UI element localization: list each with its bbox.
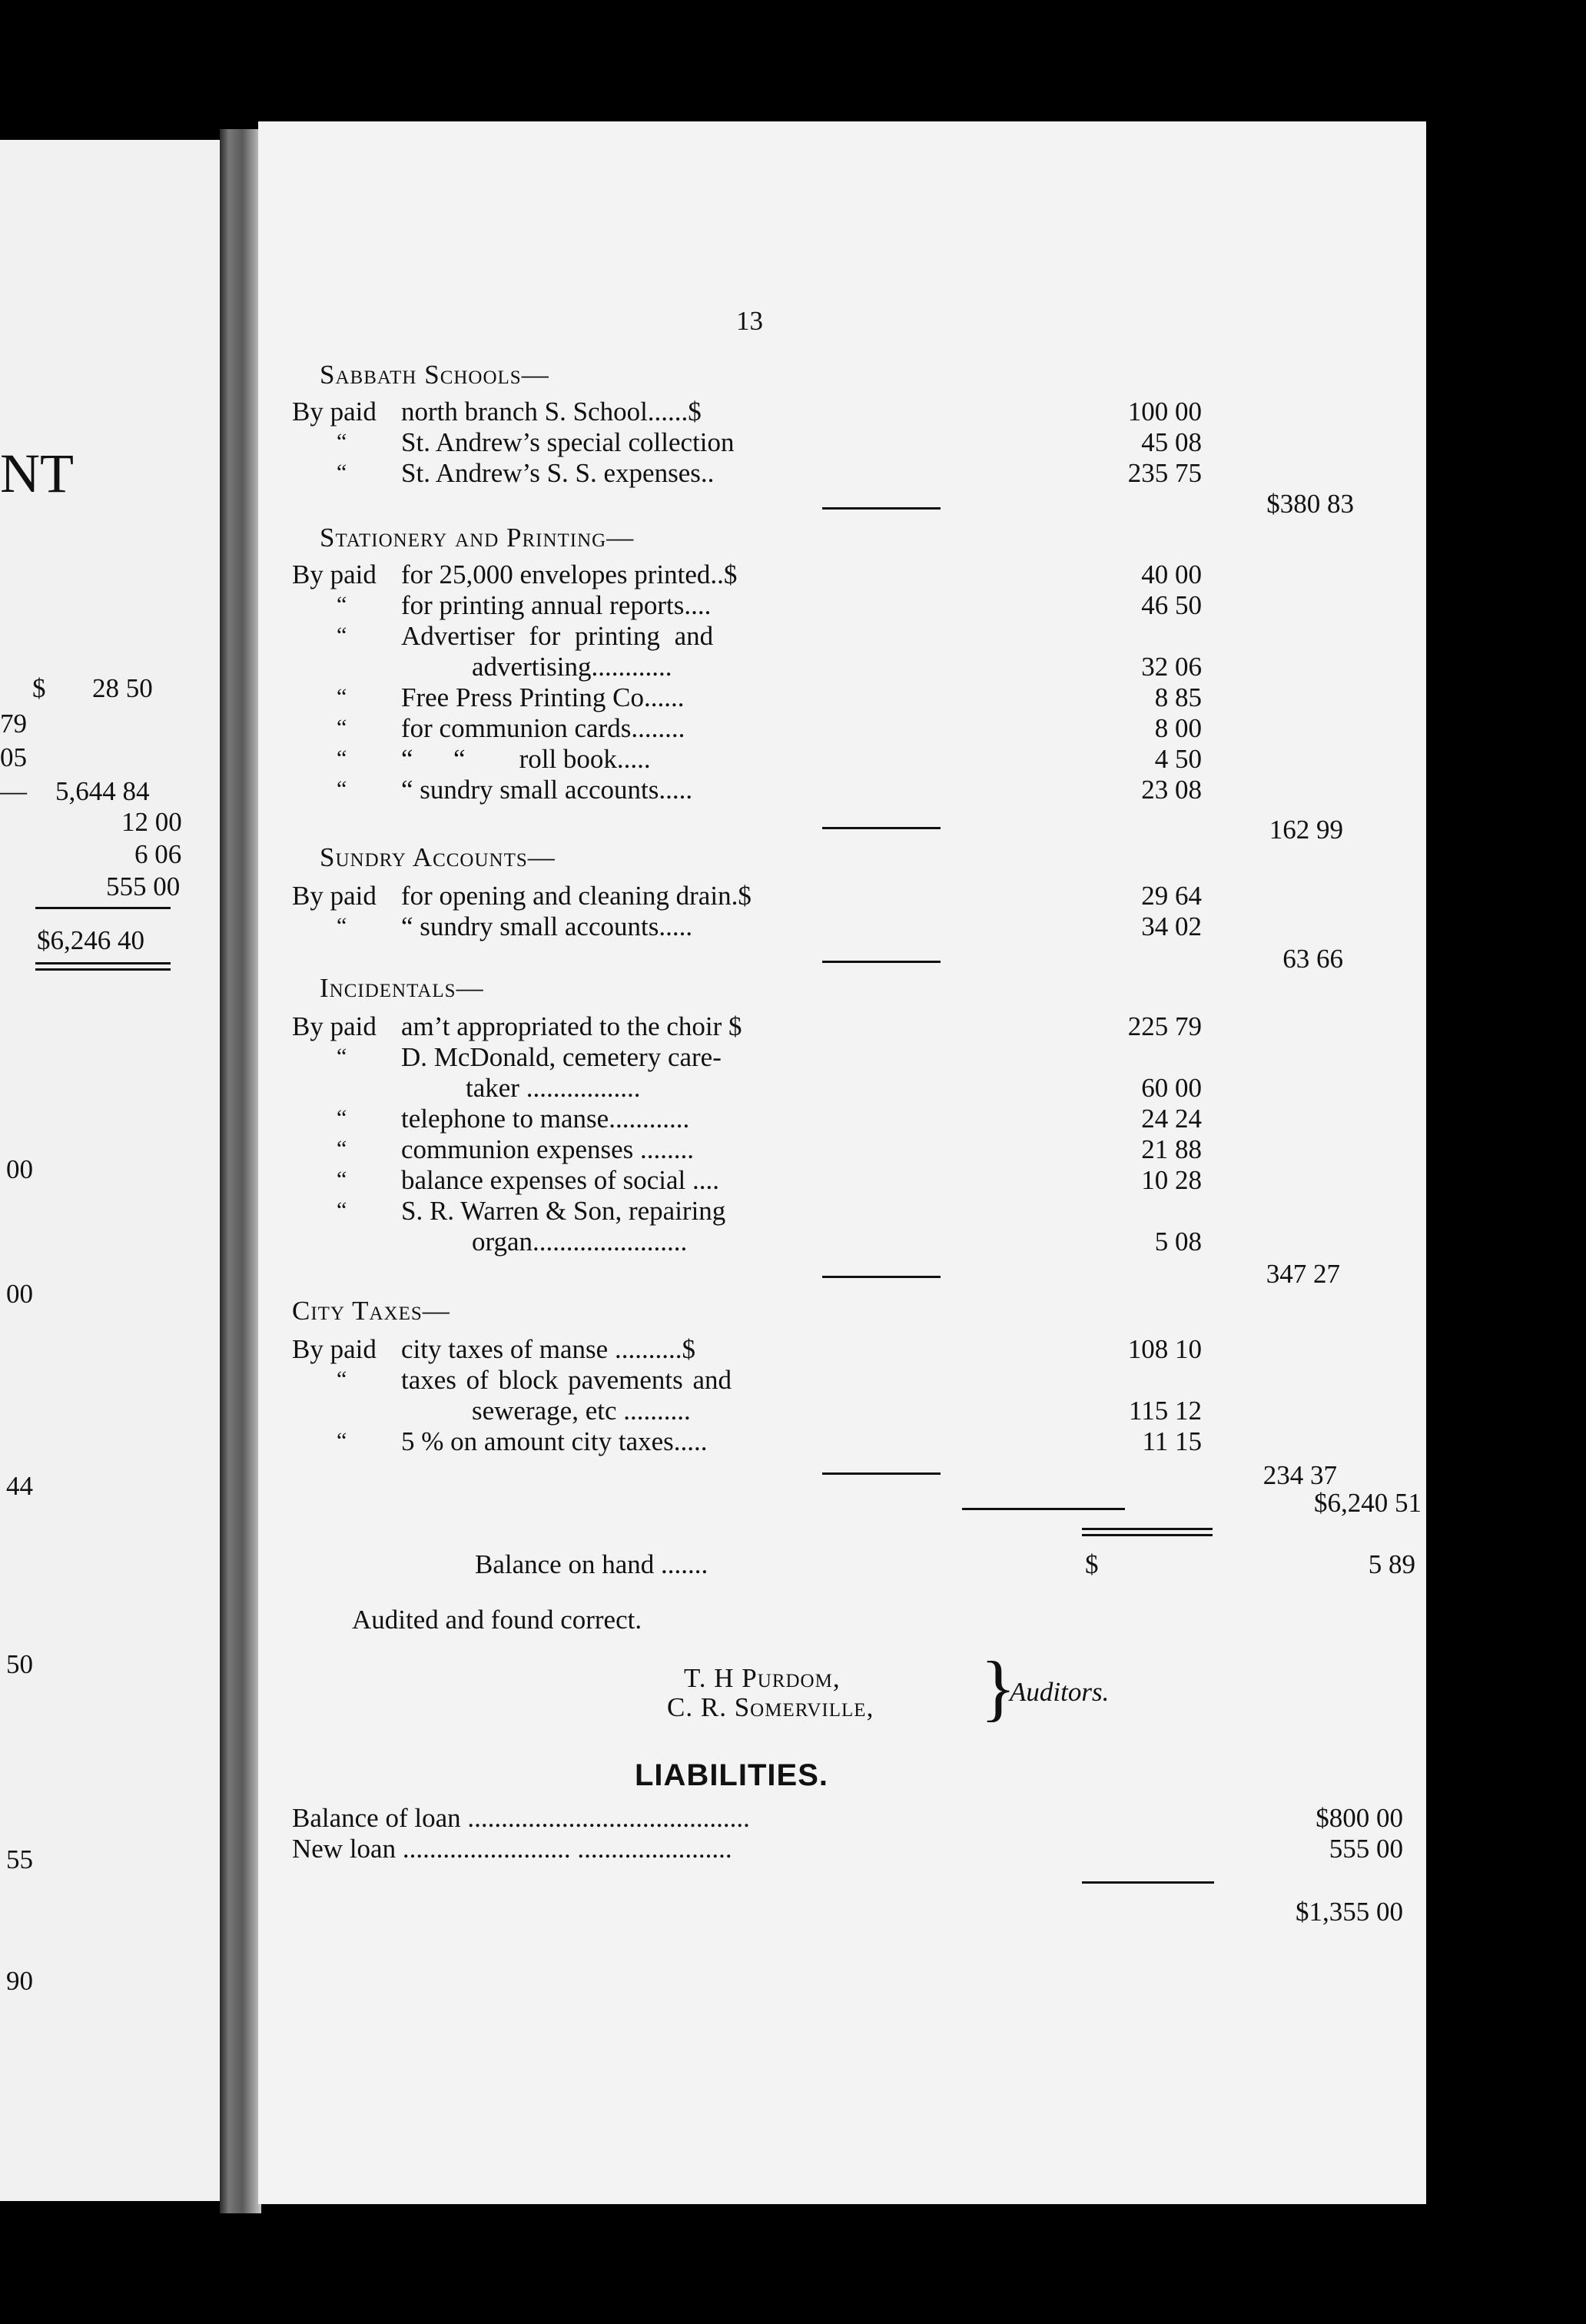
row-text: S. R. Warren & Son, repairing [401,1196,726,1226]
grand-total-rule-left [962,1508,1125,1510]
ditto-mark: “ [337,1044,347,1069]
row-amount: 4 50 [1154,744,1202,774]
row-text: “ sundry small accounts..... [401,911,693,941]
left-value-2: 79 [0,709,27,739]
ditto-mark: “ [337,622,347,648]
grand-total: $6,240 51 [1314,1488,1422,1518]
section-title-city-taxes: City Taxes— [292,1296,450,1326]
book-gutter [220,129,261,2213]
row-lead: By paid [292,1334,377,1364]
left-margin-number: 50 [6,1649,33,1679]
audited-statement: Audited and found correct. [352,1605,642,1635]
section-total: $380 83 [1266,489,1354,519]
auditors-label: Auditors. [1010,1677,1110,1707]
row-text: sewerage, etc .......... [472,1396,691,1426]
row-amount: 225 79 [1127,1011,1202,1041]
row-text: taker ................. [466,1073,641,1103]
row-text: “ sundry small accounts..... [401,775,693,805]
balance-label: Balance on hand ....... [475,1549,708,1579]
left-margin-number: 00 [6,1154,33,1184]
row-text: communion expenses ........ [401,1134,695,1164]
left-total: $6,246 40 [37,925,144,955]
section-title-stationery: Stationery and Printing— [320,523,635,553]
row-text: advertising............ [472,652,672,682]
ditto-mark: “ [337,460,347,485]
section-total: 347 27 [1266,1259,1340,1289]
ditto-mark: “ [337,1136,347,1161]
row-text: D. McDonald, cemetery care- [401,1042,722,1072]
row-amount: 235 75 [1127,458,1202,488]
ditto-mark: “ [337,745,347,771]
left-page [0,140,229,2201]
loan-balance-value: $800 00 [1316,1803,1403,1833]
row-amount: 34 02 [1141,911,1202,941]
row-text: 5 % on amount city taxes..... [401,1426,708,1456]
left-value-3: 05 [0,742,27,772]
subtotal-rule [822,1472,941,1475]
left-double-rule-2 [35,968,171,971]
row-text: for printing annual reports.... [401,590,712,620]
left-value-6: 6 06 [134,839,182,869]
row-amount: 5 08 [1154,1227,1202,1257]
ditto-mark: “ [337,913,347,938]
section-title-sabbath-schools: Sabbath Schools— [320,360,549,390]
ditto-mark: “ [337,1428,347,1453]
row-amount: 11 15 [1142,1426,1202,1456]
section-total: 162 99 [1269,815,1343,845]
row-amount: 108 10 [1127,1334,1202,1364]
row-text: for 25,000 envelopes printed..$ [401,559,738,589]
liabilities-total: $1,355 00 [1296,1897,1403,1927]
right-page [258,121,1426,2204]
left-margin-number: 55 [6,1844,33,1874]
row-lead: By paid [292,881,377,911]
section-title-sundry: Sundry Accounts— [320,842,556,872]
row-amount: 100 00 [1127,397,1202,427]
ditto-mark: “ [337,1366,347,1392]
row-amount: 8 85 [1154,682,1202,712]
liabilities-rule [1082,1881,1214,1884]
row-amount: 23 08 [1141,775,1202,805]
row-lead: By paid [292,397,377,427]
row-lead: By paid [292,559,377,589]
left-value-1: 28 50 [92,673,153,703]
ditto-mark: “ [337,429,347,454]
section-title-incidentals: Incidentals— [320,973,484,1003]
new-loan-label: New loan ......................... ....................... [292,1834,732,1864]
row-amount: 24 24 [1141,1104,1202,1134]
auditor-1: T. H Purdom, [684,1663,841,1693]
row-lead: By paid [292,1011,377,1041]
row-text: telephone to manse............ [401,1104,690,1134]
auditor-2: C. R. Somerville, [667,1692,874,1722]
row-text: “ “ roll book..... [401,744,651,774]
row-amount: 29 64 [1141,881,1202,911]
left-value-7: 555 00 [106,872,181,901]
left-value-4: 5,644 84 [55,776,150,806]
left-value-5: 12 00 [121,807,182,837]
row-text: organ....................... [472,1227,688,1257]
row-amount: 21 88 [1141,1134,1202,1164]
row-text: balance expenses of social .... [401,1165,720,1195]
row-text: for opening and cleaning drain.$ [401,881,752,911]
subtotal-rule [822,507,941,510]
row-amount: 10 28 [1141,1165,1202,1195]
row-text: Free Press Printing Co...... [401,682,685,712]
row-amount: 46 50 [1141,590,1202,620]
subtotal-rule [822,827,941,829]
left-rule [35,907,171,909]
left-dash: — [0,776,27,806]
section-total: 234 37 [1262,1460,1337,1490]
row-amount: 8 00 [1154,713,1202,743]
row-amount: 115 12 [1129,1396,1202,1426]
left-double-rule-1 [35,962,171,964]
left-margin-number: 44 [6,1471,33,1501]
grand-total-double-rule-1 [1082,1528,1213,1530]
ditto-mark: “ [337,592,347,617]
section-total: 63 66 [1282,944,1343,974]
ditto-mark: “ [337,1167,347,1192]
balance-value: 5 89 [1368,1549,1415,1579]
auditors-brace: } [980,1646,1017,1728]
row-text: St. Andrew’s special collection [401,427,735,457]
row-amount: 40 00 [1141,559,1202,589]
row-text: am’t appropriated to the choir $ [401,1011,742,1041]
row-text: Advertiser for printing and [401,621,714,651]
row-amount: 32 06 [1141,652,1202,682]
ditto-mark: “ [337,776,347,802]
row-text: city taxes of manse ..........$ [401,1334,695,1364]
row-text: north branch S. School......$ [401,397,702,427]
ditto-mark: “ [337,684,347,709]
grand-total-double-rule-2 [1082,1534,1213,1536]
row-text: taxes of block pavements and [401,1365,732,1395]
new-loan-value: 555 00 [1329,1834,1403,1864]
liabilities-title: LIABILITIES. [635,1758,828,1792]
ditto-mark: “ [337,715,347,740]
row-text: for communion cards........ [401,713,685,743]
left-margin-number: 90 [6,1966,33,1996]
left-heading-fragment: NT [0,443,74,504]
left-dollar: $ [32,673,46,703]
row-amount: 45 08 [1141,427,1202,457]
subtotal-rule [822,961,941,963]
page-number: 13 [736,306,763,336]
subtotal-rule [822,1276,941,1278]
loan-balance-label: Balance of loan .......................................... [292,1803,750,1833]
ditto-mark: “ [337,1197,347,1223]
row-text: St. Andrew’s S. S. expenses.. [401,458,715,488]
row-amount: 60 00 [1141,1073,1202,1103]
left-margin-number: 00 [6,1279,33,1309]
ditto-mark: “ [337,1105,347,1130]
balance-dollar: $ [1085,1549,1099,1579]
